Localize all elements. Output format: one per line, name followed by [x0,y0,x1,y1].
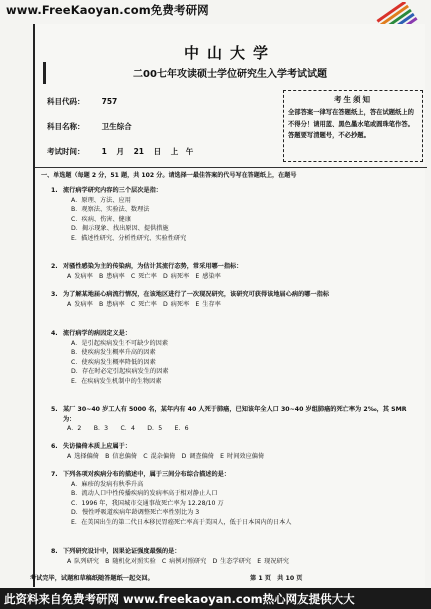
option-c: C．使疾病发生概率降低的因素 [71,358,156,366]
options-line: A 发病率 B 患病率 C 死亡率 D 病死率 E 感染率 [67,272,221,280]
option-e: E．描述性研究、分析性研究、实验性研究 [71,234,187,242]
option-a: A．是引起疾病发生不可缺少的因素 [71,339,169,347]
question-number: 4. [51,330,58,337]
question-number: 5. [51,406,58,413]
question-4 [51,329,419,387]
subject-name-label: 科目名称： [47,122,85,131]
question-stem: 流行病学的病因定义是： [63,330,132,337]
footer-instruction: 考试完毕，试题和草稿纸随答题纸一起交回。 [30,575,154,582]
question-1 [51,186,419,244]
notice-title: 考生须知 [334,95,372,104]
university-name: 中山大学 [183,44,276,62]
option-b: B．使疾病发生概率升高的因素 [71,349,156,357]
subject-code-value: 757 [101,97,118,106]
question-stem: 为了解某地届心病流行情况，在该地区进行了一次现况研究，该研究可获得该地届心病的哪一指标 [63,291,330,298]
subject-name-row [47,121,132,132]
question-number: 6. [51,443,58,450]
option-c: C．疾病、伤害、健康 [71,215,132,223]
option-d: D．存在时必定引起疾病发生的因素 [71,368,169,376]
question-stem: 失访偏倚本质上应属于： [63,443,132,450]
question-stem: 下列研究设计中，因果论证强度最强的是： [63,548,181,555]
question-stem: 对骚性感染为主的传染病，为估计其流行态势，常采用哪一指标： [63,263,243,270]
exam-session: 上 午 [170,147,194,156]
option-d: D．慢性呼吸道疾病年龄调整死亡率性别比为 3 [71,509,200,517]
option-e: E．在美国出生的第二代日本移民胃癌死亡率高于美国人，低于日本国内的日本人 [71,518,292,526]
question-number: 3. [51,291,58,298]
question-number: 8. [51,548,58,555]
question-7 [51,470,419,528]
option-b: B．观察法、实验法、数理法 [71,206,150,214]
exam-day-unit: 日 [153,147,162,156]
subject-code-row [47,96,117,107]
question-5 [51,405,419,434]
question-stem: 流行病学研究内容的三个层次是指： [63,187,162,194]
question-number: 1. [51,187,58,194]
question-number: 2. [51,263,58,270]
question-2 [51,262,419,281]
options-line: A．2 B．3 C．4 D．5 E．6 [67,425,189,433]
question-3 [51,290,419,309]
question-stem: 某厂 30~40 岁工人有 5000 名，某年内有 40 人死于肺癌，已知该年全人口 30~40 岁组肺癌的死亡率为 2‰，其 SMR 为： [63,406,407,423]
exam-title: 二00七年攻读硕士学位研究生入学考试试题 [133,69,327,80]
watermark-bottom: 此资料来自免费考研网 www.freekaoyan.com热心网友提供大大 [0,588,431,609]
question-8 [51,547,419,566]
exam-time-row [47,146,200,157]
header-divider [35,167,427,168]
section-heading: 一、单选题（每题 2 分，51 题，共 102 分。请选择一最佳答案的代号写在答题纸上，在题号 [41,172,297,179]
candidate-notice-box [283,90,423,162]
option-a: A．麻疹的发病有秋季升高 [71,480,144,488]
page-number: 第 1 页 共 10 页 [250,575,303,582]
option-e: E．在疾病发生机制中的生物因素 [71,377,162,385]
option-c: C．1996 年，我国城市交通事故死亡率为 12.28/10 万 [71,499,224,507]
option-b: B．流动人口中性传播疾病的发病率高于相对静止人口 [71,490,218,498]
options-line: A 选择偏倚 B 信息偏倚 C 混杂偏倚 D 调查偏倚 E 时间效应偏倚 [67,452,265,460]
options-line: A 发病率 B 患病率 C 死亡率 D 病死率 E 生存率 [67,300,221,308]
subject-code-label: 科目代码： [47,97,85,106]
question-number: 7. [51,471,58,478]
exam-time-label: 考试时间： [47,147,85,156]
subject-name-value: 卫生综合 [101,122,132,131]
option-d: D．揭示现象、找出原因、提供措施 [71,225,169,233]
exam-month-number: 1 [101,147,107,156]
question-stem: 下列各项对疾病分布的描述中，属于三间分布综合描述的是： [63,471,231,478]
options-line: A 队列研究 B 随机化对照实验 C 病例对照研究 D 生态学研究 E 现况研究 [67,557,289,565]
notice-text: 全部答案一律写在答题纸上，答在试题纸上的不得分！请用蓝、黑色墨水笔或圆珠笔作答。答题要写清题号，不必抄题。 [288,109,414,139]
exam-month-unit: 月 [116,147,124,156]
option-a: A．原理、方法、应用 [71,196,131,204]
exam-day-number: 21 [133,147,145,156]
exam-paper [33,24,425,587]
question-6 [51,442,419,461]
watermark-top: www.FreeKaoyan.com免费考研网 [6,3,209,17]
